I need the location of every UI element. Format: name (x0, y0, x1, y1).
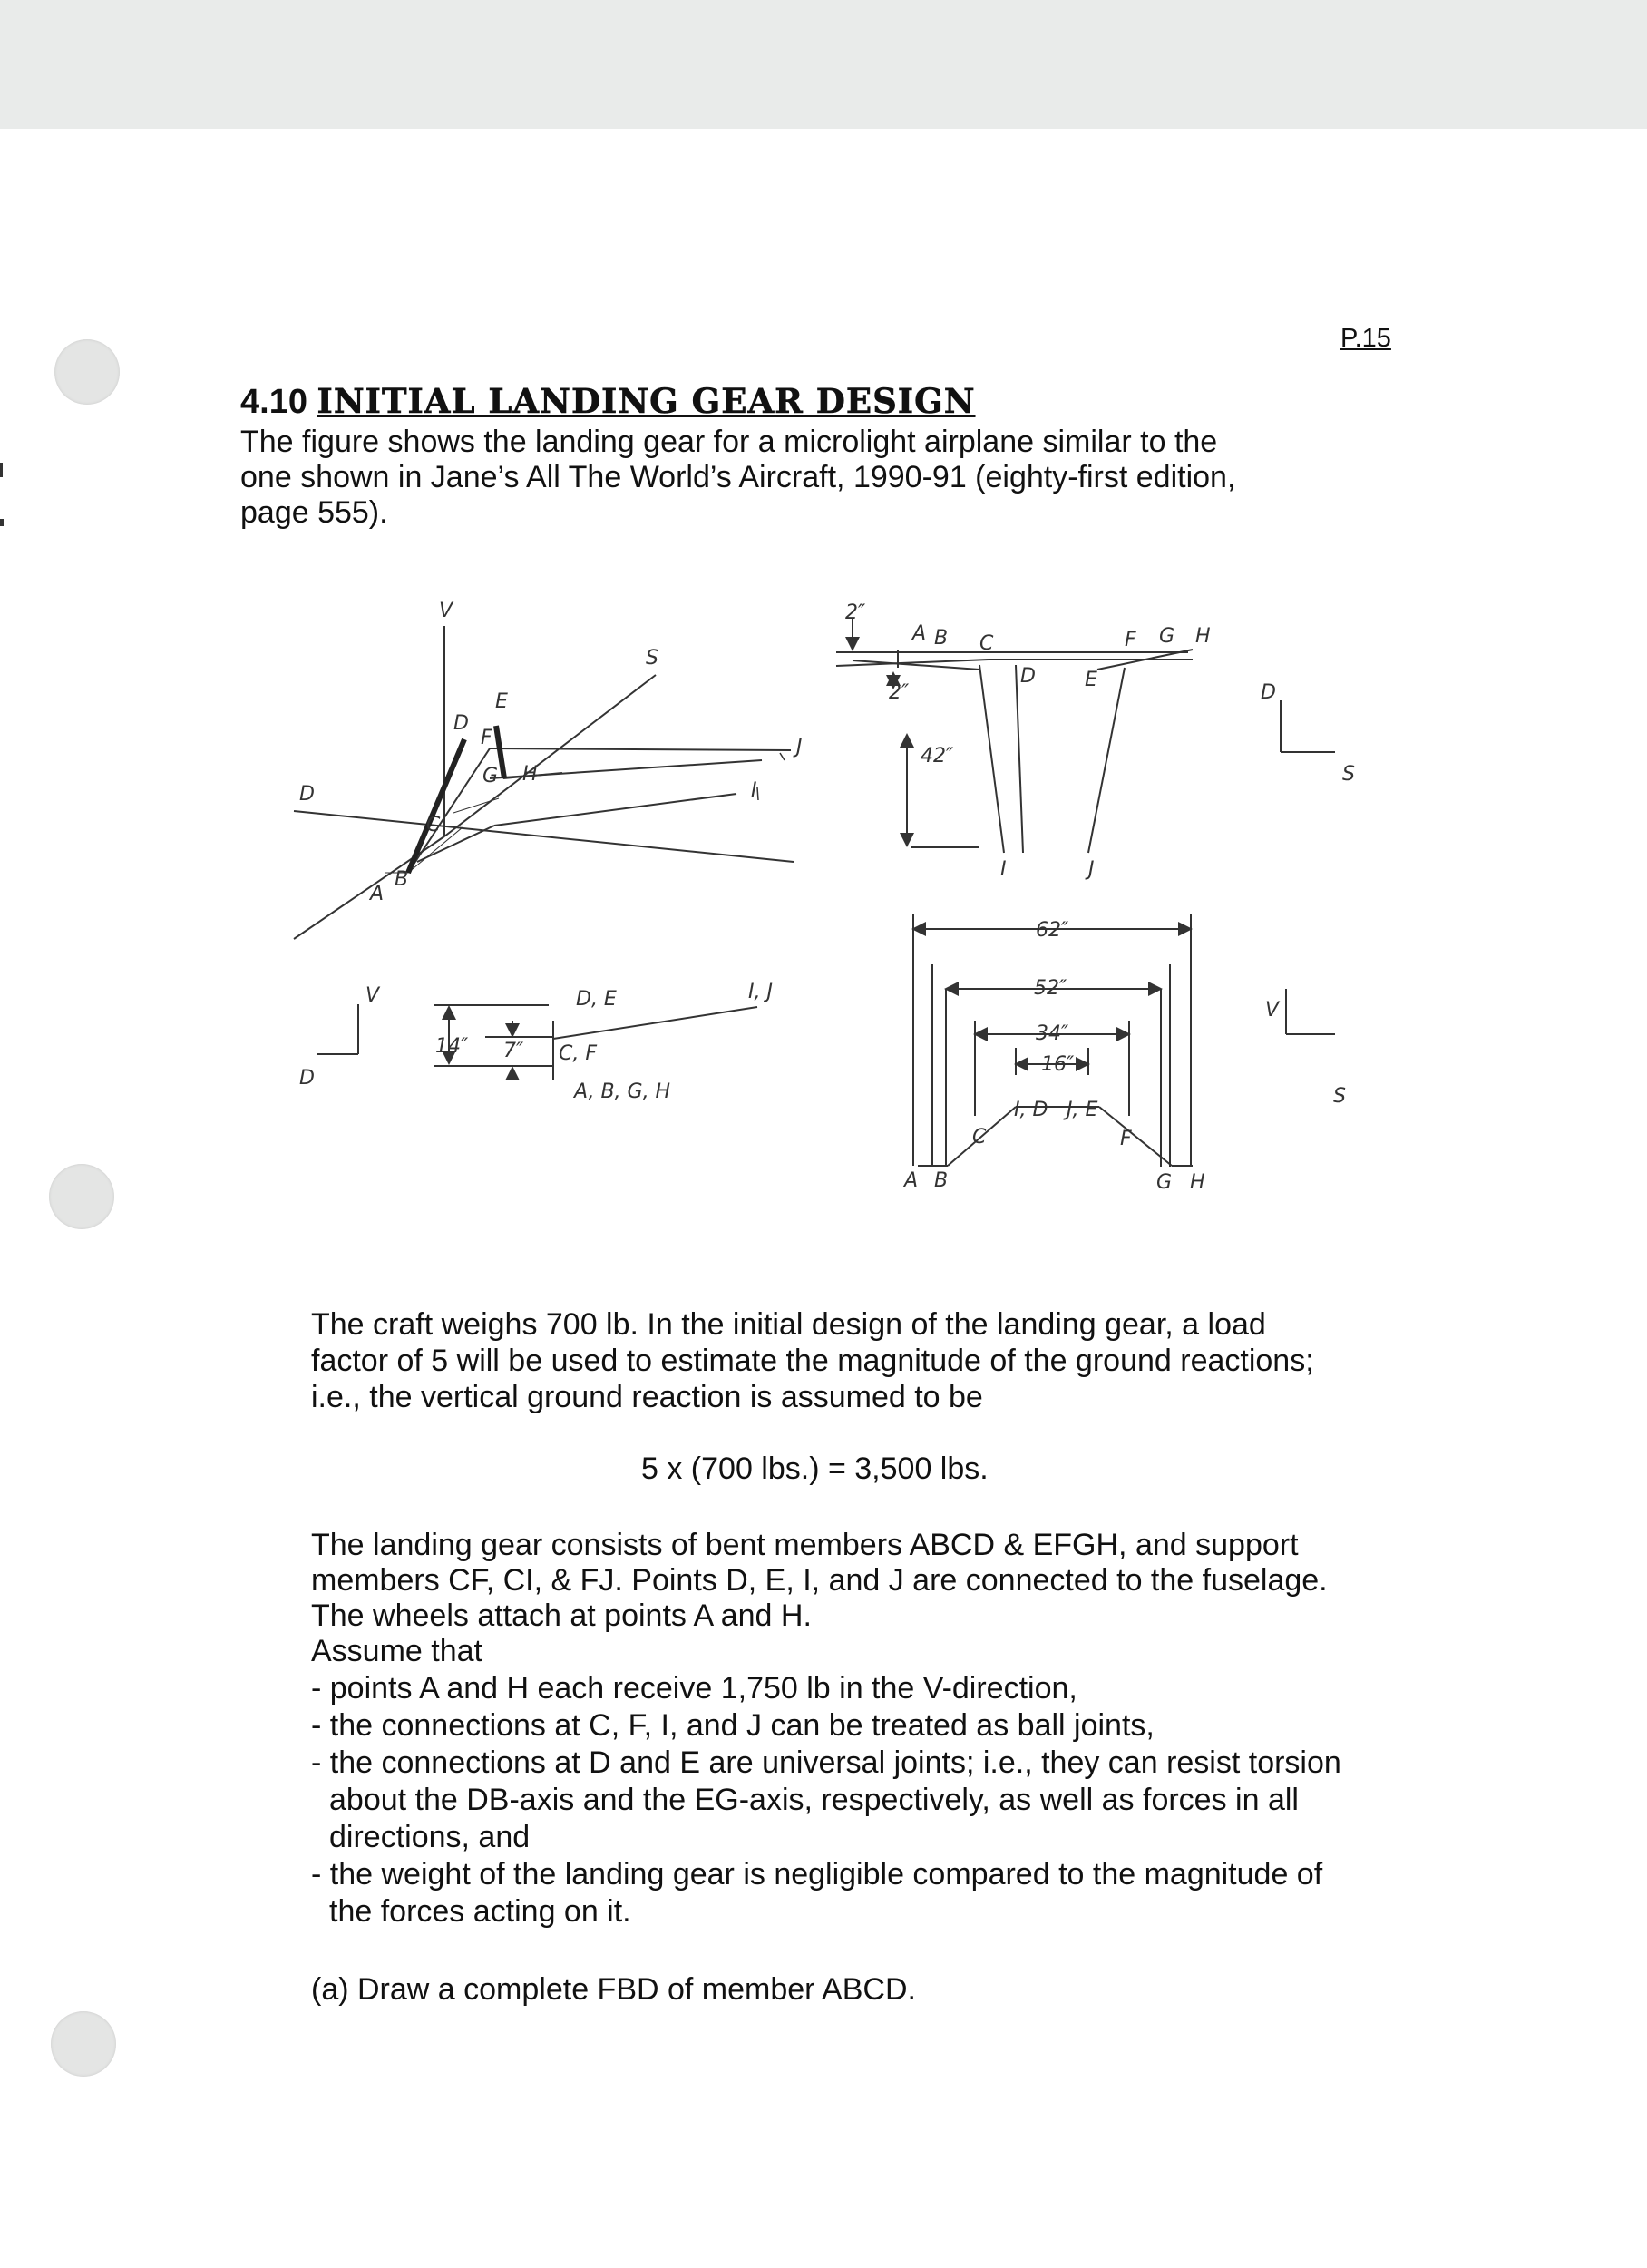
dimension-42in: 42″ (921, 745, 954, 767)
assumption-item: - the connections at C, F, I, and J can be treated as ball joints, (311, 1708, 1155, 1743)
intro-line: page 555). (240, 495, 388, 530)
side-label-cf: C, F (559, 1042, 598, 1065)
assumption-item: - points A and H each receive 1,750 lb in the V-direction, (311, 1671, 1077, 1706)
scan-edge-mark (0, 519, 4, 526)
load-line: i.e., the vertical ground reaction is assumed to be (311, 1380, 983, 1414)
dimension-7in: 7″ (503, 1040, 524, 1062)
top-point-label-e: E (1085, 669, 1097, 691)
side-label-ij: I, J (748, 981, 773, 1003)
intro-line: one shown in Jane’s All The World’s Aircraft, 1990-91 (eighty-first edition, (240, 460, 1236, 494)
point-label-b: B (395, 868, 409, 891)
structure-line: members CF, CI, & FJ. Points D, E, I, and J are connected to the fuselage. (311, 1563, 1328, 1598)
side-label-de: D, E (576, 988, 617, 1011)
load-paragraph (311, 1306, 1490, 1415)
top-point-label-g: G (1159, 625, 1175, 648)
dimension-14in: 14″ (435, 1035, 469, 1058)
triad-label-v-right: V (1265, 999, 1280, 1022)
top-point-label-i: I (1000, 858, 1007, 881)
page-number: P.15 (1340, 324, 1391, 353)
question-a: (a) Draw a complete FBD of member ABCD. (311, 1972, 916, 2007)
landing-gear-drawing (272, 562, 1451, 1252)
assumption-item: - the weight of the landing gear is negligible compared to the magnitude of (311, 1857, 1323, 1892)
assumption-continuation: about the DB-axis and the EG-axis, respectively, as well as forces in all (329, 1783, 1299, 1817)
structure-line: The wheels attach at points A and H. (311, 1598, 812, 1633)
axis-label-d: D (299, 783, 315, 806)
top-point-label-a: A (912, 622, 927, 645)
front-point-label-c: C (972, 1126, 987, 1149)
front-point-label-a: A (904, 1169, 919, 1192)
dimension-16in: 16″ (1041, 1053, 1075, 1076)
section-title: INITIAL LANDING GEAR DESIGN (317, 381, 976, 421)
top-view (836, 619, 1193, 853)
point-label-c: C (426, 814, 441, 836)
structure-line: Assume that (311, 1634, 482, 1668)
dimension-52in: 52″ (1034, 977, 1067, 1000)
assumption-list (311, 1670, 1490, 1931)
point-label-a: A (370, 883, 385, 905)
section-heading (240, 381, 1383, 422)
dimension-2in-bottom: 2″ (889, 681, 910, 704)
dimension-2in-top: 2″ (845, 601, 866, 624)
load-line: The craft weighs 700 lb. In the initial design of the landing gear, a load (311, 1307, 1266, 1342)
triad-label-v-left: V (365, 984, 380, 1007)
top-point-label-j: J (1088, 858, 1095, 881)
triad-label-d-left: D (299, 1067, 315, 1090)
dimension-62in: 62″ (1036, 919, 1069, 942)
point-label-e: E (495, 690, 508, 713)
structure-paragraph (311, 1528, 1490, 1669)
assumption-continuation: the forces acting on it. (329, 1894, 631, 1929)
triad-label-d-top: D (1261, 681, 1276, 704)
front-point-label-f: F (1120, 1128, 1132, 1150)
top-point-label-b: B (934, 627, 949, 650)
point-label-h: H (522, 763, 538, 786)
front-point-label-h: H (1190, 1171, 1205, 1194)
axis-label-s: S (646, 647, 658, 670)
load-line: factor of 5 will be used to estimate the magnitude of the ground reactions; (311, 1344, 1314, 1378)
dimension-34in: 34″ (1036, 1022, 1069, 1045)
top-point-label-f: F (1125, 629, 1136, 651)
landing-gear-figure (272, 562, 1451, 1252)
intro-paragraph (240, 425, 1419, 531)
axis-label-v: V (439, 600, 453, 622)
axis-triads (317, 700, 1335, 1054)
point-label-d: D (453, 712, 469, 735)
binder-hole-bottom (51, 2011, 116, 2077)
front-label-id: I, D (1014, 1099, 1048, 1121)
binder-hole-top (54, 339, 120, 405)
point-label-j: J (796, 736, 803, 758)
top-point-label-h: H (1195, 625, 1211, 648)
isometric-view (294, 626, 794, 939)
scan-edge-mark (0, 463, 3, 477)
binder-hole-middle (49, 1164, 114, 1229)
side-label-abgh: A, B, G, H (574, 1080, 671, 1103)
point-label-i: I (751, 779, 757, 802)
front-point-label-b: B (934, 1169, 949, 1192)
assumption-continuation: directions, and (329, 1820, 531, 1854)
top-point-label-c: C (979, 632, 994, 655)
triad-label-s-right: S (1333, 1085, 1346, 1108)
front-label-je: J, E (1067, 1099, 1098, 1121)
point-label-f: F (481, 727, 492, 749)
structure-line: The landing gear consists of bent members ABCD & EFGH, and support (311, 1528, 1299, 1562)
triad-label-s-top: S (1342, 763, 1355, 786)
section-number: 4.10 (240, 383, 307, 421)
load-equation: 5 x (700 lbs.) = 3,500 lbs. (641, 1452, 989, 1486)
assumption-item: - the connections at D and E are universal joints; i.e., they can resist torsion (311, 1745, 1341, 1780)
top-point-label-d: D (1020, 665, 1036, 688)
intro-line: The figure shows the landing gear for a microlight airplane similar to the (240, 425, 1218, 459)
point-label-g: G (482, 765, 499, 787)
front-point-label-g: G (1156, 1171, 1173, 1194)
